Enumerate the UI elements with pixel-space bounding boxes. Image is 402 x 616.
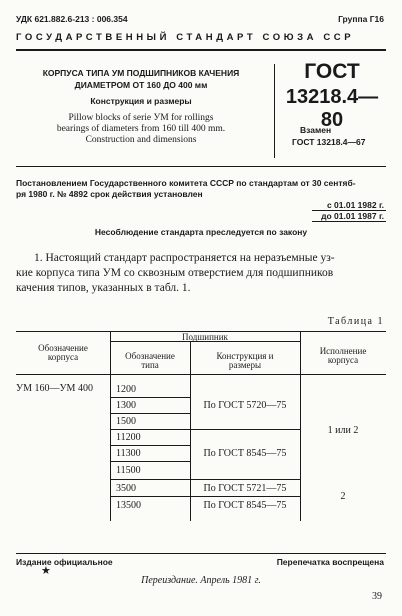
paragraph-line2: кие корпуса типа УМ со сквозным отверстием для подшипников bbox=[16, 267, 334, 279]
paragraph-line3: качения типов, указанных в табл. 1. bbox=[16, 282, 191, 294]
udk-code: УДК 621.882.6-213 : 006.354 bbox=[16, 14, 128, 24]
table-header-bottom bbox=[16, 374, 386, 375]
group-code: Группа Г16 bbox=[338, 14, 384, 24]
valid-from: с 01.01 1982 г. bbox=[326, 200, 384, 210]
type-cell: 13500 bbox=[116, 500, 141, 511]
decree-line2: ря 1980 г. № 4892 срок действия установлен bbox=[16, 189, 203, 199]
paragraph-line1: 1. Настоящий стандарт распространяется на неразъемные уз- bbox=[34, 252, 335, 264]
reprint-prohibited: Перепечатка воспрещена bbox=[276, 557, 384, 567]
col1-header-line1: Обозначение bbox=[38, 343, 88, 353]
col1-header-line2: корпуса bbox=[47, 352, 79, 362]
housing-designation: УМ 160—УМ 400 bbox=[16, 383, 93, 394]
row-rule bbox=[110, 413, 190, 414]
row-rule bbox=[110, 429, 300, 430]
valid-to: до 01.01 1987 г. bbox=[321, 211, 384, 221]
type-cell: 1200 bbox=[116, 384, 136, 395]
execution-cell: 2 bbox=[340, 491, 346, 502]
col4-header-line2: корпуса bbox=[327, 355, 359, 365]
reissue-note: Переиздание. Апрель 1981 г. bbox=[141, 575, 261, 586]
valid-to-rule bbox=[312, 221, 386, 222]
table-caption: Таблица 1 bbox=[327, 316, 384, 327]
execution-cell: 1 или 2 bbox=[327, 425, 359, 436]
col2-header-line1: Обозначение bbox=[125, 351, 175, 361]
bearing-header: Подшипник bbox=[182, 332, 228, 342]
title-ru-subtitle: Конструкция и размеры bbox=[90, 96, 192, 106]
standard-banner: ГОСУДАРСТВЕННЫЙ СТАНДАРТ СОЮЗА ССР bbox=[16, 32, 355, 43]
row-rule bbox=[110, 397, 190, 398]
decree-line1: Постановлением Государственного комитета СССР по стандартам от 30 сентяб- bbox=[16, 178, 356, 188]
row-rule bbox=[110, 496, 300, 497]
title-en-line1: Pillow blocks of serie УМ for rollings bbox=[68, 113, 214, 123]
construction-cell: По ГОСТ 8545—75 bbox=[203, 448, 287, 459]
replace-label: Взамен bbox=[300, 125, 332, 135]
type-cell: 11500 bbox=[116, 465, 141, 476]
construction-cell: По ГОСТ 5720—75 bbox=[203, 400, 287, 411]
gost-label: ГОСТ bbox=[304, 60, 360, 83]
construction-cell: По ГОСТ 5721—75 bbox=[203, 483, 287, 494]
banner-rule bbox=[16, 49, 386, 51]
official-edition: Издание официальное bbox=[16, 557, 113, 567]
replace-value: ГОСТ 13218.4—67 bbox=[292, 137, 366, 147]
type-cell: 3500 bbox=[116, 483, 136, 494]
title-divider bbox=[274, 64, 275, 158]
title-rule bbox=[16, 166, 386, 167]
star-icon: ★ bbox=[41, 565, 51, 577]
title-ru-line1: КОРПУСА ТИПА УМ ПОДШИПНИКОВ КАЧЕНИЯ bbox=[42, 68, 240, 78]
col2-header-line2: типа bbox=[141, 360, 159, 370]
type-cell: 11300 bbox=[116, 448, 141, 459]
construction-cell: По ГОСТ 8545—75 bbox=[203, 500, 287, 511]
type-cell: 11200 bbox=[116, 432, 141, 443]
col4-header-line1: Исполнение bbox=[319, 346, 367, 356]
title-en-line2: bearings of diameters from 160 till 400 mm. bbox=[56, 124, 226, 134]
gost-number: 13218.4—80 bbox=[285, 86, 379, 131]
row-rule bbox=[110, 445, 190, 446]
title-en-line3: Construction and dimensions bbox=[85, 135, 197, 145]
col3-header-line1: Конструкция и bbox=[216, 351, 274, 361]
title-ru-line2: ДИАМЕТРОМ ОТ 160 ДО 400 мм bbox=[74, 80, 208, 90]
row-rule bbox=[110, 461, 190, 462]
col3-header-line2: размеры bbox=[228, 360, 262, 370]
type-cell: 1300 bbox=[116, 400, 136, 411]
page-number: 39 bbox=[372, 591, 382, 602]
law-notice: Несоблюдение стандарта преследуется по закону bbox=[94, 227, 308, 237]
type-cell: 1500 bbox=[116, 416, 136, 427]
row-rule bbox=[110, 479, 300, 480]
footer-rule bbox=[16, 553, 386, 554]
